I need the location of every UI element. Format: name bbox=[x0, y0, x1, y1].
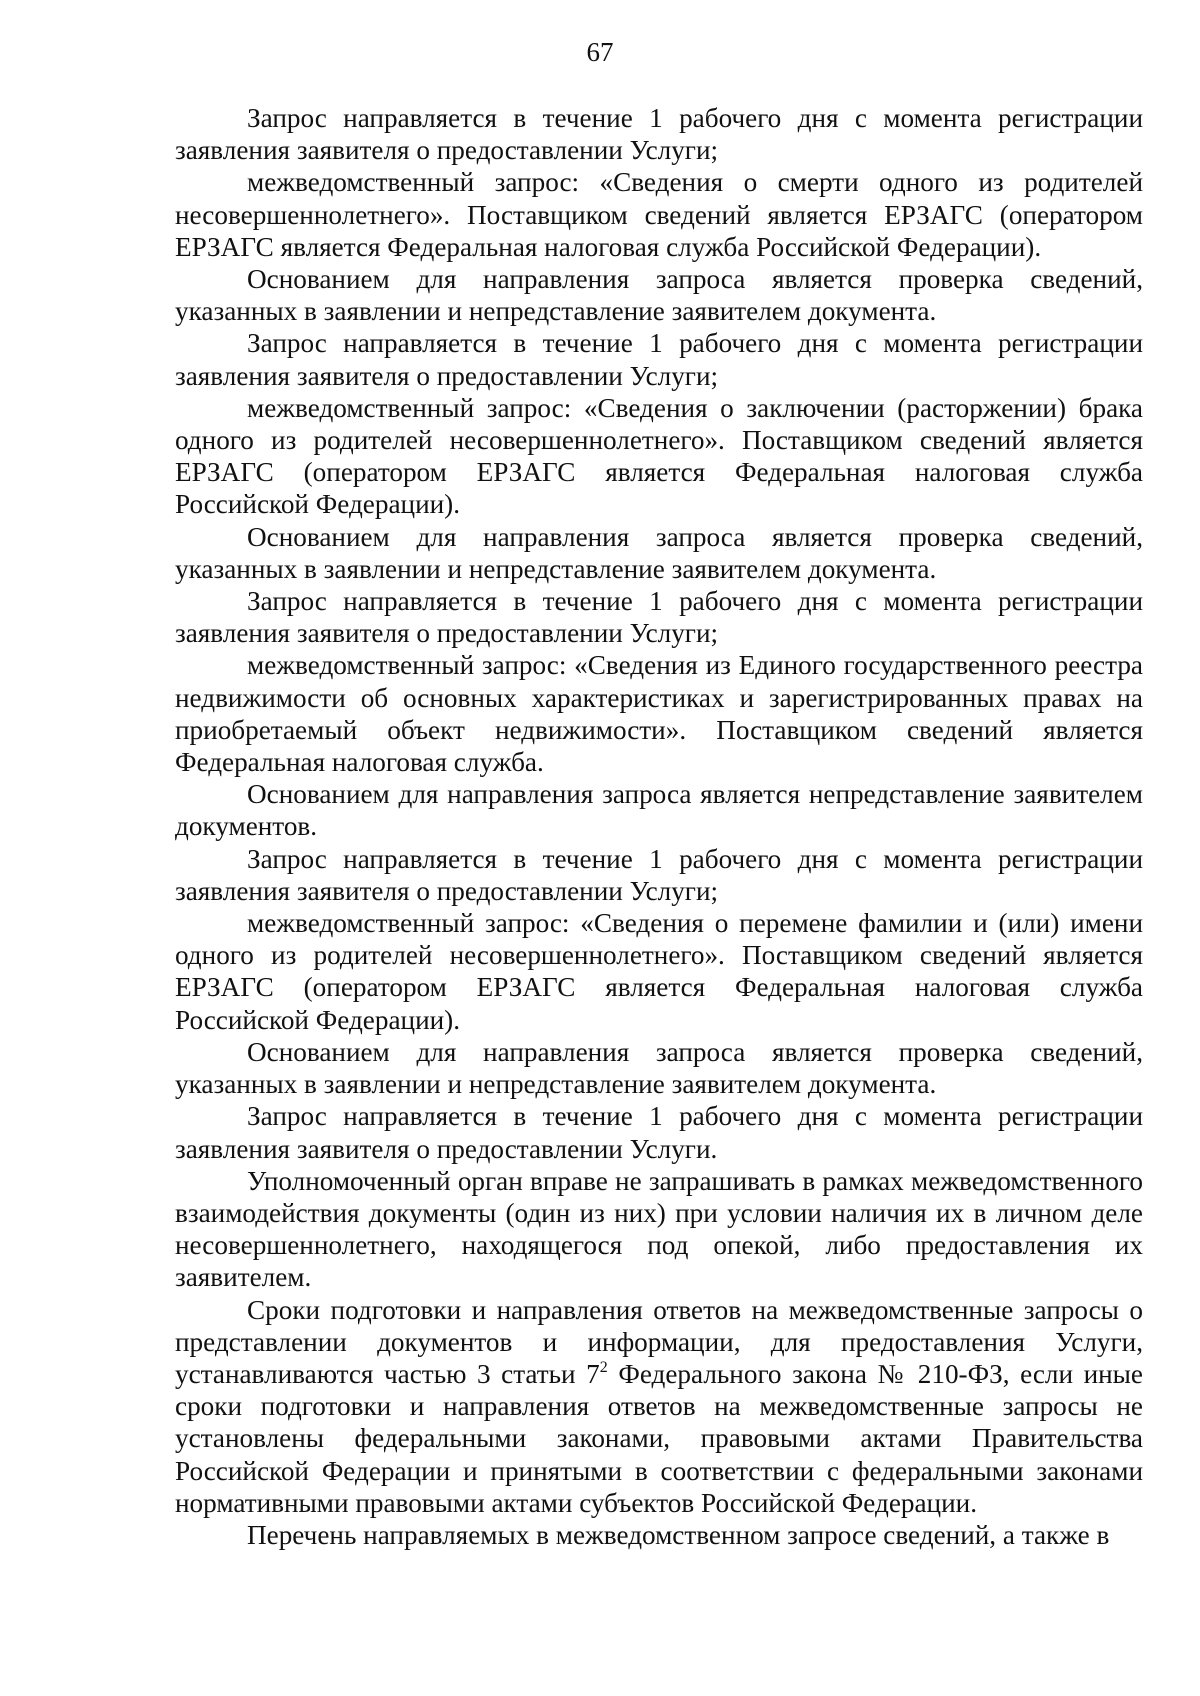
paragraph-authorized-body: Уполномоченный орган вправе не запрашивать в рамках межведомственного взаимодействия документы (один из них) при условии наличия их в личном деле несовершеннолетнего, находящегося под опекой, либо предоставления их заявителем. bbox=[175, 1165, 1143, 1293]
paragraph-request-deadline-2: Запрос направляется в течение 1 рабочего дня с момента регистрации заявления заявителя о предоставлении Услуги; bbox=[175, 328, 1143, 391]
paragraph-request-deadline-3: Запрос направляется в течение 1 рабочего дня с момента регистрации заявления заявителя о предоставлении Услуги; bbox=[175, 586, 1143, 649]
deadline-text-start: Сроки подготовки и направления ответов на межведомственные запросы о представлении документов и информации, для предоставления Услуги, устанавливаются частью 3 статьи 7 bbox=[175, 1294, 1143, 1389]
paragraph-basis-4: Основанием для направления запроса является проверка сведений, указанных в заявлении и непредставление заявителем документа. bbox=[175, 1036, 1143, 1100]
paragraph-request-deadline-1: Запрос направляется в течение 1 рабочего дня с момента регистрации заявления заявителя о предоставлении Услуги; bbox=[175, 103, 1143, 166]
paragraph-marriage-request: межведомственный запрос: «Сведения о заключении (расторжении) брака одного из родителей несовершеннолетнего». Поставщиком сведений является ЕРЗАГС (оператором ЕРЗАГС является Федеральная налоговая служба Российской Федерации). bbox=[175, 392, 1143, 520]
paragraph-list-start: Перечень направляемых в межведомственном запросе сведений, а также в bbox=[247, 1519, 1110, 1550]
paragraph-basis-2: Основанием для направления запроса является проверка сведений, указанных в заявлении и непредставление заявителем документа. bbox=[175, 521, 1143, 584]
paragraph-basis-3: Основанием для направления запроса является непредставление заявителем документов. bbox=[175, 779, 1143, 842]
paragraph-name-change-request: межведомственный запрос: «Сведения о перемене фамилии и (или) имени одного из родителей несовершеннолетнего». Поставщиком сведений является ЕРЗАГС (оператором ЕРЗАГС является Федеральная налоговая служба Российской Федерации). bbox=[175, 908, 1143, 1035]
page-number: 67 bbox=[586, 37, 614, 67]
paragraph-request-deadline-5: Запрос направляется в течение 1 рабочего дня с момента регистрации заявления заявителя о предоставлении Услуги. bbox=[175, 1101, 1143, 1164]
paragraph-real-estate-request: межведомственный запрос: «Сведения из Единого государственного реестра недвижимости об основных характеристиках и зарегистрированных правах на приобретаемый объект недвижимости». Поставщиком сведений является Федеральная налоговая служба. bbox=[175, 650, 1143, 778]
deadline-text-end: Федерального закона № 210-ФЗ, если иные сроки подготовки и направления ответов на межведомственные запросы не установлены федеральными законами, правовыми актами Правительства Российской Федерации и принятыми в соответствии с федеральными законами нормативными правовыми актами субъектов Российской Федерации. bbox=[175, 1358, 1144, 1518]
paragraph-basis-1: Основанием для направления запроса является проверка сведений, указанных в заявлении и непредставление заявителем документа. bbox=[175, 264, 1143, 327]
document-body bbox=[175, 102, 1143, 1551]
paragraph-response-deadlines bbox=[175, 1294, 1143, 1519]
article-superscript: 2 bbox=[599, 1358, 608, 1376]
paragraph-death-request: межведомственный запрос: «Сведения о смерти одного из родителей несовершеннолетнего». Поставщиком сведений является ЕРЗАГС (оператором ЕРЗАГС является Федеральная налоговая служба Российской Федерации). bbox=[175, 167, 1143, 262]
paragraph-request-deadline-4: Запрос направляется в течение 1 рабочего дня с момента регистрации заявления заявителя о предоставлении Услуги; bbox=[175, 843, 1143, 906]
